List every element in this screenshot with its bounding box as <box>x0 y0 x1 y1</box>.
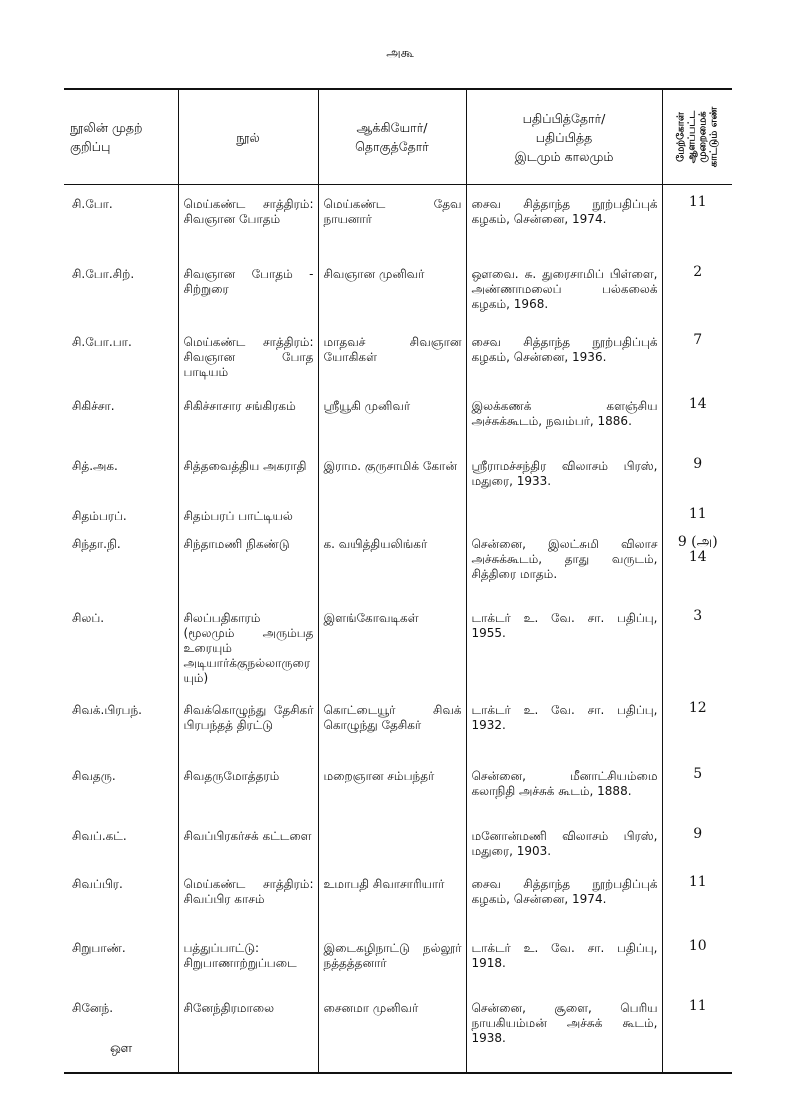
author-cell: உமாபதி சிவாசாரியார் <box>318 873 466 937</box>
table-row <box>64 331 732 395</box>
table-row <box>64 193 732 263</box>
work-cell: சிவப்பிரகர்சக் கட்டளை <box>178 825 318 873</box>
work-cell: சிகிச்சாசார சங்கிரகம் <box>178 395 318 455</box>
table-row <box>64 825 732 873</box>
table-row <box>64 505 732 533</box>
table-row <box>64 937 732 997</box>
publisher-cell: சைவ சித்தாந்த நூற்பதிப்புக் கழகம், சென்னை, 1936. <box>466 331 662 395</box>
work-cell: சினேந்திரமாலை <box>178 997 318 1073</box>
header-row <box>64 89 732 185</box>
header-page-ref: மேற்கோள் ஆளப்பட்ட முறைமைக் காட்டும் எண் <box>662 89 732 185</box>
work-cell: பத்துப்பாட்டு: சிறுபாணாற்றுப்படை <box>178 937 318 997</box>
abbreviation-cell: சித்.அக. <box>72 459 118 473</box>
page-ref-cell: 11 <box>662 505 732 533</box>
abbreviation-cell: சி.போ.பா. <box>72 335 132 349</box>
publisher-cell: டாக்டர் உ. வே. சா. பதிப்பு, 1918. <box>466 937 662 997</box>
footer-letter: ஔ <box>110 1041 133 1056</box>
work-cell: சிவக்கொழுந்து தேசிகர் பிரபந்தத் திரட்டு <box>178 699 318 765</box>
header-author: ஆக்கியோர்/ தொகுத்தோர் <box>318 89 466 185</box>
abbreviation-cell: சிகிச்சா. <box>72 399 115 413</box>
page-ref-cell: 9 (அ) 14 <box>662 533 732 607</box>
abbreviation-cell: சிந்தா.நி. <box>72 537 121 551</box>
table-row <box>64 765 732 825</box>
publisher-cell: சென்னை, மீனாட்சியம்மை கலாநிதி அச்சுக் கூடம், 1888. <box>466 765 662 825</box>
table-row <box>64 395 732 455</box>
abbreviation-table <box>64 88 732 1074</box>
abbreviation-cell: சிவக்.பிரபந். <box>72 703 142 717</box>
page-ref-cell: 9 <box>662 455 732 505</box>
page-ref-cell: 14 <box>662 395 732 455</box>
publisher-cell: சென்னை, இலட்சுமி விலாச அச்சுக்கூடம், தாது வருடம், சித்திரை மாதம். <box>466 533 662 607</box>
work-cell: மெய்கண்ட சாத்திரம்: சிவப்பிர காசம் <box>178 873 318 937</box>
abbreviation-cell: சிவப்பிர. <box>72 877 123 891</box>
page-ref-cell: 7 <box>662 331 732 395</box>
author-cell: சிவஞான முனிவர் <box>318 263 466 331</box>
publisher-cell: மனோன்மணி விலாசம் பிரஸ், மதுரை, 1903. <box>466 825 662 873</box>
header-abbreviation: நூலின் முதற் குறிப்பு <box>64 89 178 185</box>
author-cell: சைனமா முனிவர் <box>318 997 466 1073</box>
work-cell: சிலப்பதிகாரம் (மூலமும் அரும்பத உரையும் அடியார்க்குநல்லாருரையும்) <box>178 607 318 699</box>
author-cell: மாதவச் சிவஞான யோகிகள் <box>318 331 466 395</box>
author-cell: க. வயித்தியலிங்கர் <box>318 533 466 607</box>
abbreviation-cell: சினேந். <box>72 1001 114 1015</box>
author-cell: ஸ்ரீயூகி முனிவர் <box>318 395 466 455</box>
abbreviation-cell: சிலப். <box>72 611 105 625</box>
author-cell: இளங்கோவடிகள் <box>318 607 466 699</box>
work-cell: சிந்தாமணி நிகண்டு <box>178 533 318 607</box>
page-ref-cell: 3 <box>662 607 732 699</box>
table-row <box>64 873 732 937</box>
publisher-cell <box>466 505 662 533</box>
page-ref-cell: 5 <box>662 765 732 825</box>
table-row <box>64 607 732 699</box>
author-cell: மெய்கண்ட தேவ நாயனார் <box>318 193 466 263</box>
table-body <box>64 185 732 1074</box>
abbreviation-cell: சிவதரு. <box>72 769 116 783</box>
publisher-cell: டாக்டர் உ. வே. சா. பதிப்பு, 1955. <box>466 607 662 699</box>
page-number: அகூ <box>386 46 414 61</box>
work-cell: மெய்கண்ட சாத்திரம்: சிவஞான போதம் <box>178 193 318 263</box>
publisher-cell: ஔவை. சு. துரைசாமிப் பிள்ளை, அண்ணாமலைப் பல்கலைக் கழகம், 1968. <box>466 263 662 331</box>
page-ref-cell: 11 <box>662 873 732 937</box>
abbreviation-cell: சிவப்.கட். <box>72 829 127 843</box>
page-ref-cell: 11 <box>662 997 732 1073</box>
publisher-cell: சைவ சித்தாந்த நூற்பதிப்புக் கழகம், சென்னை, 1974. <box>466 193 662 263</box>
page-ref-cell: 11 <box>662 193 732 263</box>
header-publisher: பதிப்பித்தோர்/ பதிப்பித்த இடமும் காலமும் <box>466 89 662 185</box>
work-cell: மெய்கண்ட சாத்திரம்: சிவஞான போத பாடியம் <box>178 331 318 395</box>
author-cell: மறைஞான சம்பந்தர் <box>318 765 466 825</box>
publisher-cell: சென்னை, சூளை, பெரிய நாயகியம்மன் அச்சுக் கூடம், 1938. <box>466 997 662 1073</box>
table-row <box>64 997 732 1073</box>
abbreviation-cell: சிதம்பரப். <box>72 509 127 523</box>
work-cell: சிவஞான போதம் - சிற்றுரை <box>178 263 318 331</box>
work-cell: சித்தவைத்திய அகராதி <box>178 455 318 505</box>
abbreviation-cell: சி.போ.சிற். <box>72 267 135 281</box>
author-cell <box>318 505 466 533</box>
publisher-cell: ஸ்ரீராமச்சந்திர விலாசம் பிரஸ், மதுரை, 1933. <box>466 455 662 505</box>
author-cell <box>318 825 466 873</box>
page-ref-cell: 10 <box>662 937 732 997</box>
publisher-cell: சைவ சித்தாந்த நூற்பதிப்புக் கழகம், சென்னை, 1974. <box>466 873 662 937</box>
table-row <box>64 455 732 505</box>
page-ref-cell: 9 <box>662 825 732 873</box>
abbreviation-cell: சி.போ. <box>72 197 113 211</box>
work-cell: சிதம்பரப் பாட்டியல் <box>178 505 318 533</box>
table-row <box>64 263 732 331</box>
page-ref-cell: 2 <box>662 263 732 331</box>
author-cell: இராம. குருசாமிக் கோன் <box>318 455 466 505</box>
abbreviation-cell: சிறுபாண். <box>72 941 126 955</box>
header-work: நூல் <box>178 89 318 185</box>
publisher-cell: இலக்கணக் களஞ்சிய அச்சுக்கூடம், நவம்பர், 1886. <box>466 395 662 455</box>
table-row <box>64 533 732 607</box>
author-cell: கொட்டையூர் சிவக் கொழுந்து தேசிகர் <box>318 699 466 765</box>
publisher-cell: டாக்டர் உ. வே. சா. பதிப்பு, 1932. <box>466 699 662 765</box>
page-ref-cell: 12 <box>662 699 732 765</box>
table-row <box>64 699 732 765</box>
work-cell: சிவதருமோத்தரம் <box>178 765 318 825</box>
author-cell: இடைகழிநாட்டு நல்லூர் நத்தத்தனார் <box>318 937 466 997</box>
